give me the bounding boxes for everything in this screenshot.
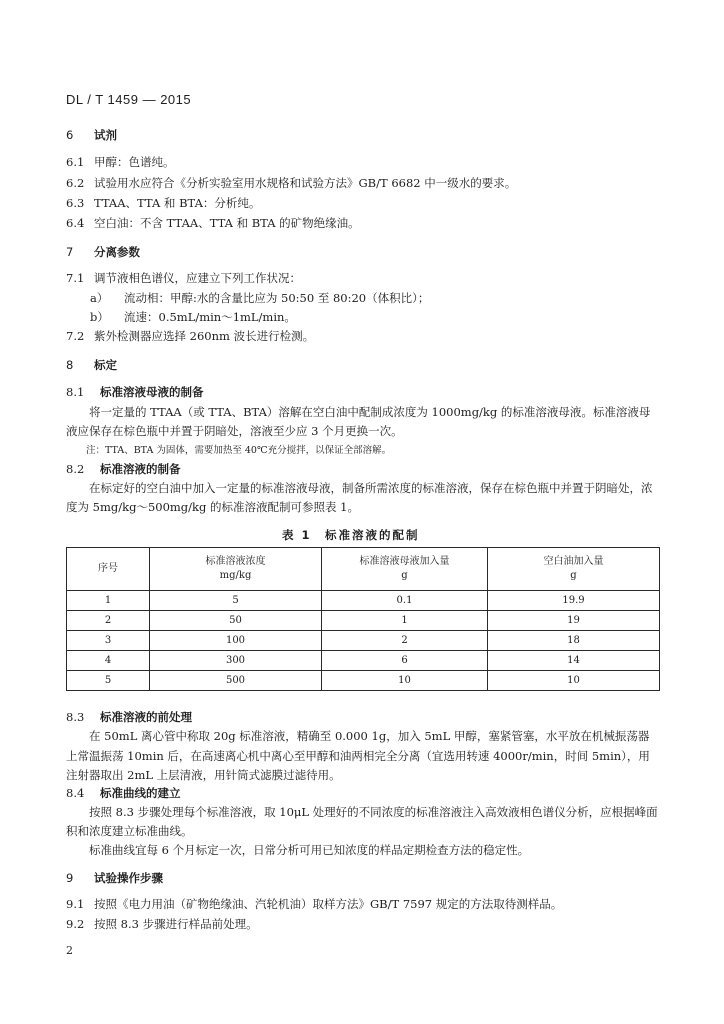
subsection-8-4-heading	[66, 785, 181, 801]
header-cell	[150, 548, 322, 591]
section-title: 标定	[94, 358, 117, 372]
section-title: 试验操作步骤	[94, 871, 163, 885]
subsection-8-3-heading	[66, 709, 192, 725]
table-cell: 5	[150, 591, 322, 611]
table-cell: 1	[67, 591, 150, 611]
table-cell: 10	[321, 671, 487, 691]
table-cell: 5	[67, 671, 150, 691]
item-number: 6.1	[66, 155, 85, 169]
item-text: 调节液相色谱仪，应建立下列工作状况：	[94, 271, 301, 285]
section-6-heading	[66, 127, 117, 143]
table-caption: 表 1 标准溶液的配制	[282, 528, 420, 542]
table-cell: 18	[488, 631, 660, 651]
item-number: 6.4	[66, 216, 85, 230]
header-line: 序号	[98, 563, 118, 574]
subsection-title: 标准溶液的前处理	[100, 710, 192, 724]
item-number: 6.3	[66, 196, 85, 210]
subsection-8-2-heading	[66, 461, 181, 477]
section-8-heading	[66, 357, 117, 373]
item-6-3	[66, 195, 260, 211]
standard-solution-table	[66, 547, 660, 691]
item-9-1	[66, 896, 562, 912]
table-header-row	[67, 548, 660, 591]
header-unit: g	[570, 570, 577, 581]
item-number: 9.1	[66, 897, 85, 911]
table-cell: 0.1	[321, 591, 487, 611]
header-unit: mg/kg	[219, 570, 252, 581]
header-cell	[488, 548, 660, 591]
item-number: 9.2	[66, 917, 85, 931]
table-cell: 10	[488, 671, 660, 691]
section-number: 7	[66, 245, 74, 259]
header-line: 空白油加入量	[543, 556, 604, 567]
table-row	[67, 611, 660, 631]
item-6-1	[66, 154, 175, 170]
section-number: 6	[66, 128, 74, 142]
subsection-title: 标准溶液母液的制备	[100, 385, 204, 399]
section-number: 8	[66, 358, 74, 372]
item-9-2	[66, 916, 258, 932]
paragraph-8-3: 在 50mL 离心管中称取 20g 标准溶液，精确至 0.000 1g，加入 5mL 甲醇，塞紧管塞，水平放在机械振荡器上常温振荡 10min 后，在高速离心机中离心至甲醇和油两相完全分离（宜选用转速 4000r/min，时间 5min），用注射器取出 2mL 上层清液，用针筒式滤膜过滤待用。	[66, 729, 650, 782]
header-line: 标准溶液母液加入量	[359, 556, 450, 567]
table-cell: 3	[67, 631, 150, 651]
header-cell	[321, 548, 487, 591]
note-8-1: 注：TTA、BTA 为固体，需要加热至 40℃充分搅拌，以保证全部溶解。	[86, 445, 392, 456]
paragraph-8-4a: 按照 8.3 步骤处理每个标准溶液，取 10μL 处理好的不同浓度的标准溶液注入高效液相色谱仪分析，应根据峰面积和浓度建立标准曲线。	[66, 805, 658, 838]
subsection-number: 8.3	[66, 710, 85, 724]
table-cell: 100	[150, 631, 322, 651]
subsection-number: 8.1	[66, 385, 85, 399]
table-cell: 19.9	[488, 591, 660, 611]
table-cell: 2	[67, 611, 150, 631]
header-line: 标准溶液浓度	[205, 556, 266, 567]
table-cell: 500	[150, 671, 322, 691]
section-7-heading	[66, 244, 140, 260]
item-text: 甲醇：色谱纯。	[94, 155, 175, 169]
item-text: 紫外检测器应选择 260nm 波长进行检测。	[94, 329, 315, 343]
item-number: 7.2	[66, 329, 85, 343]
item-text: TTAA、TTA 和 BTA：分析纯。	[94, 196, 261, 210]
table-cell: 4	[67, 651, 150, 671]
subitem-label: a）	[90, 291, 109, 305]
item-text: 按照《电力用油（矿物绝缘油、汽轮机油）取样方法》GB/T 7597 规定的方法取待测样品。	[94, 897, 563, 911]
item-text: 空白油：不含 TTAA、TTA 和 BTA 的矿物绝缘油。	[94, 216, 360, 230]
subitem-label: b）	[90, 310, 109, 324]
section-title: 试剂	[94, 128, 117, 142]
paragraph-8-4b: 标准曲线宜每 6 个月标定一次，日常分析可用已知浓度的样品定期检查方法的稳定性。	[89, 843, 530, 857]
item-6-4	[66, 215, 360, 231]
table-cell: 6	[321, 651, 487, 671]
subsection-number: 8.4	[66, 786, 85, 800]
subitem-text: 流动相：甲醇:水的含量比应为 50:50 至 80:20（体积比）；	[124, 291, 430, 305]
table-cell: 14	[488, 651, 660, 671]
subitem-a	[90, 290, 429, 306]
item-text: 试验用水应符合《分析实验室用水规格和试验方法》GB/T 6682 中一级水的要求。	[94, 176, 517, 190]
table-row	[67, 671, 660, 691]
table-cell: 19	[488, 611, 660, 631]
section-9-heading	[66, 870, 163, 886]
subsection-title: 标准曲线的建立	[100, 786, 181, 800]
page-number: 2	[66, 944, 73, 957]
subsection-title: 标准溶液的制备	[100, 462, 181, 476]
table-cell: 50	[150, 611, 322, 631]
table-row	[67, 651, 660, 671]
item-7-1	[66, 270, 301, 286]
table-row	[67, 591, 660, 611]
item-7-2	[66, 328, 314, 344]
item-number: 7.1	[66, 271, 85, 285]
header-cell	[67, 548, 150, 591]
subsection-number: 8.2	[66, 462, 85, 476]
subitem-b	[90, 309, 296, 325]
paragraph-8-1: 将一定量的 TTAA（或 TTA、BTA）溶解在空白油中配制成浓度为 1000mg/kg 的标准溶液母液。标准溶液母液应保存在棕色瓶中并置于阴暗处，溶液至少应 3 个月更换一次。	[66, 405, 651, 438]
paragraph-8-2: 在标定好的空白油中加入一定量的标准溶液母液，制备所需浓度的标准溶液，保存在棕色瓶中并置于阴暗处，浓度为 5mg/kg～500mg/kg 的标准溶液配制可参照表 1。	[66, 481, 653, 514]
subitem-text: 流速：0.5mL/min～1mL/min。	[124, 310, 296, 324]
header-unit: g	[401, 570, 408, 581]
item-text: 按照 8.3 步骤进行样品前处理。	[94, 917, 258, 931]
item-6-2	[66, 175, 516, 191]
section-number: 9	[66, 871, 74, 885]
item-number: 6.2	[66, 176, 85, 190]
table-cell: 300	[150, 651, 322, 671]
table-row	[67, 631, 660, 651]
section-title: 分离参数	[94, 245, 140, 259]
table-cell: 1	[321, 611, 487, 631]
standard-number: DL / T 1459 — 2015	[66, 92, 192, 107]
subsection-8-1-heading	[66, 384, 204, 400]
table-cell: 2	[321, 631, 487, 651]
